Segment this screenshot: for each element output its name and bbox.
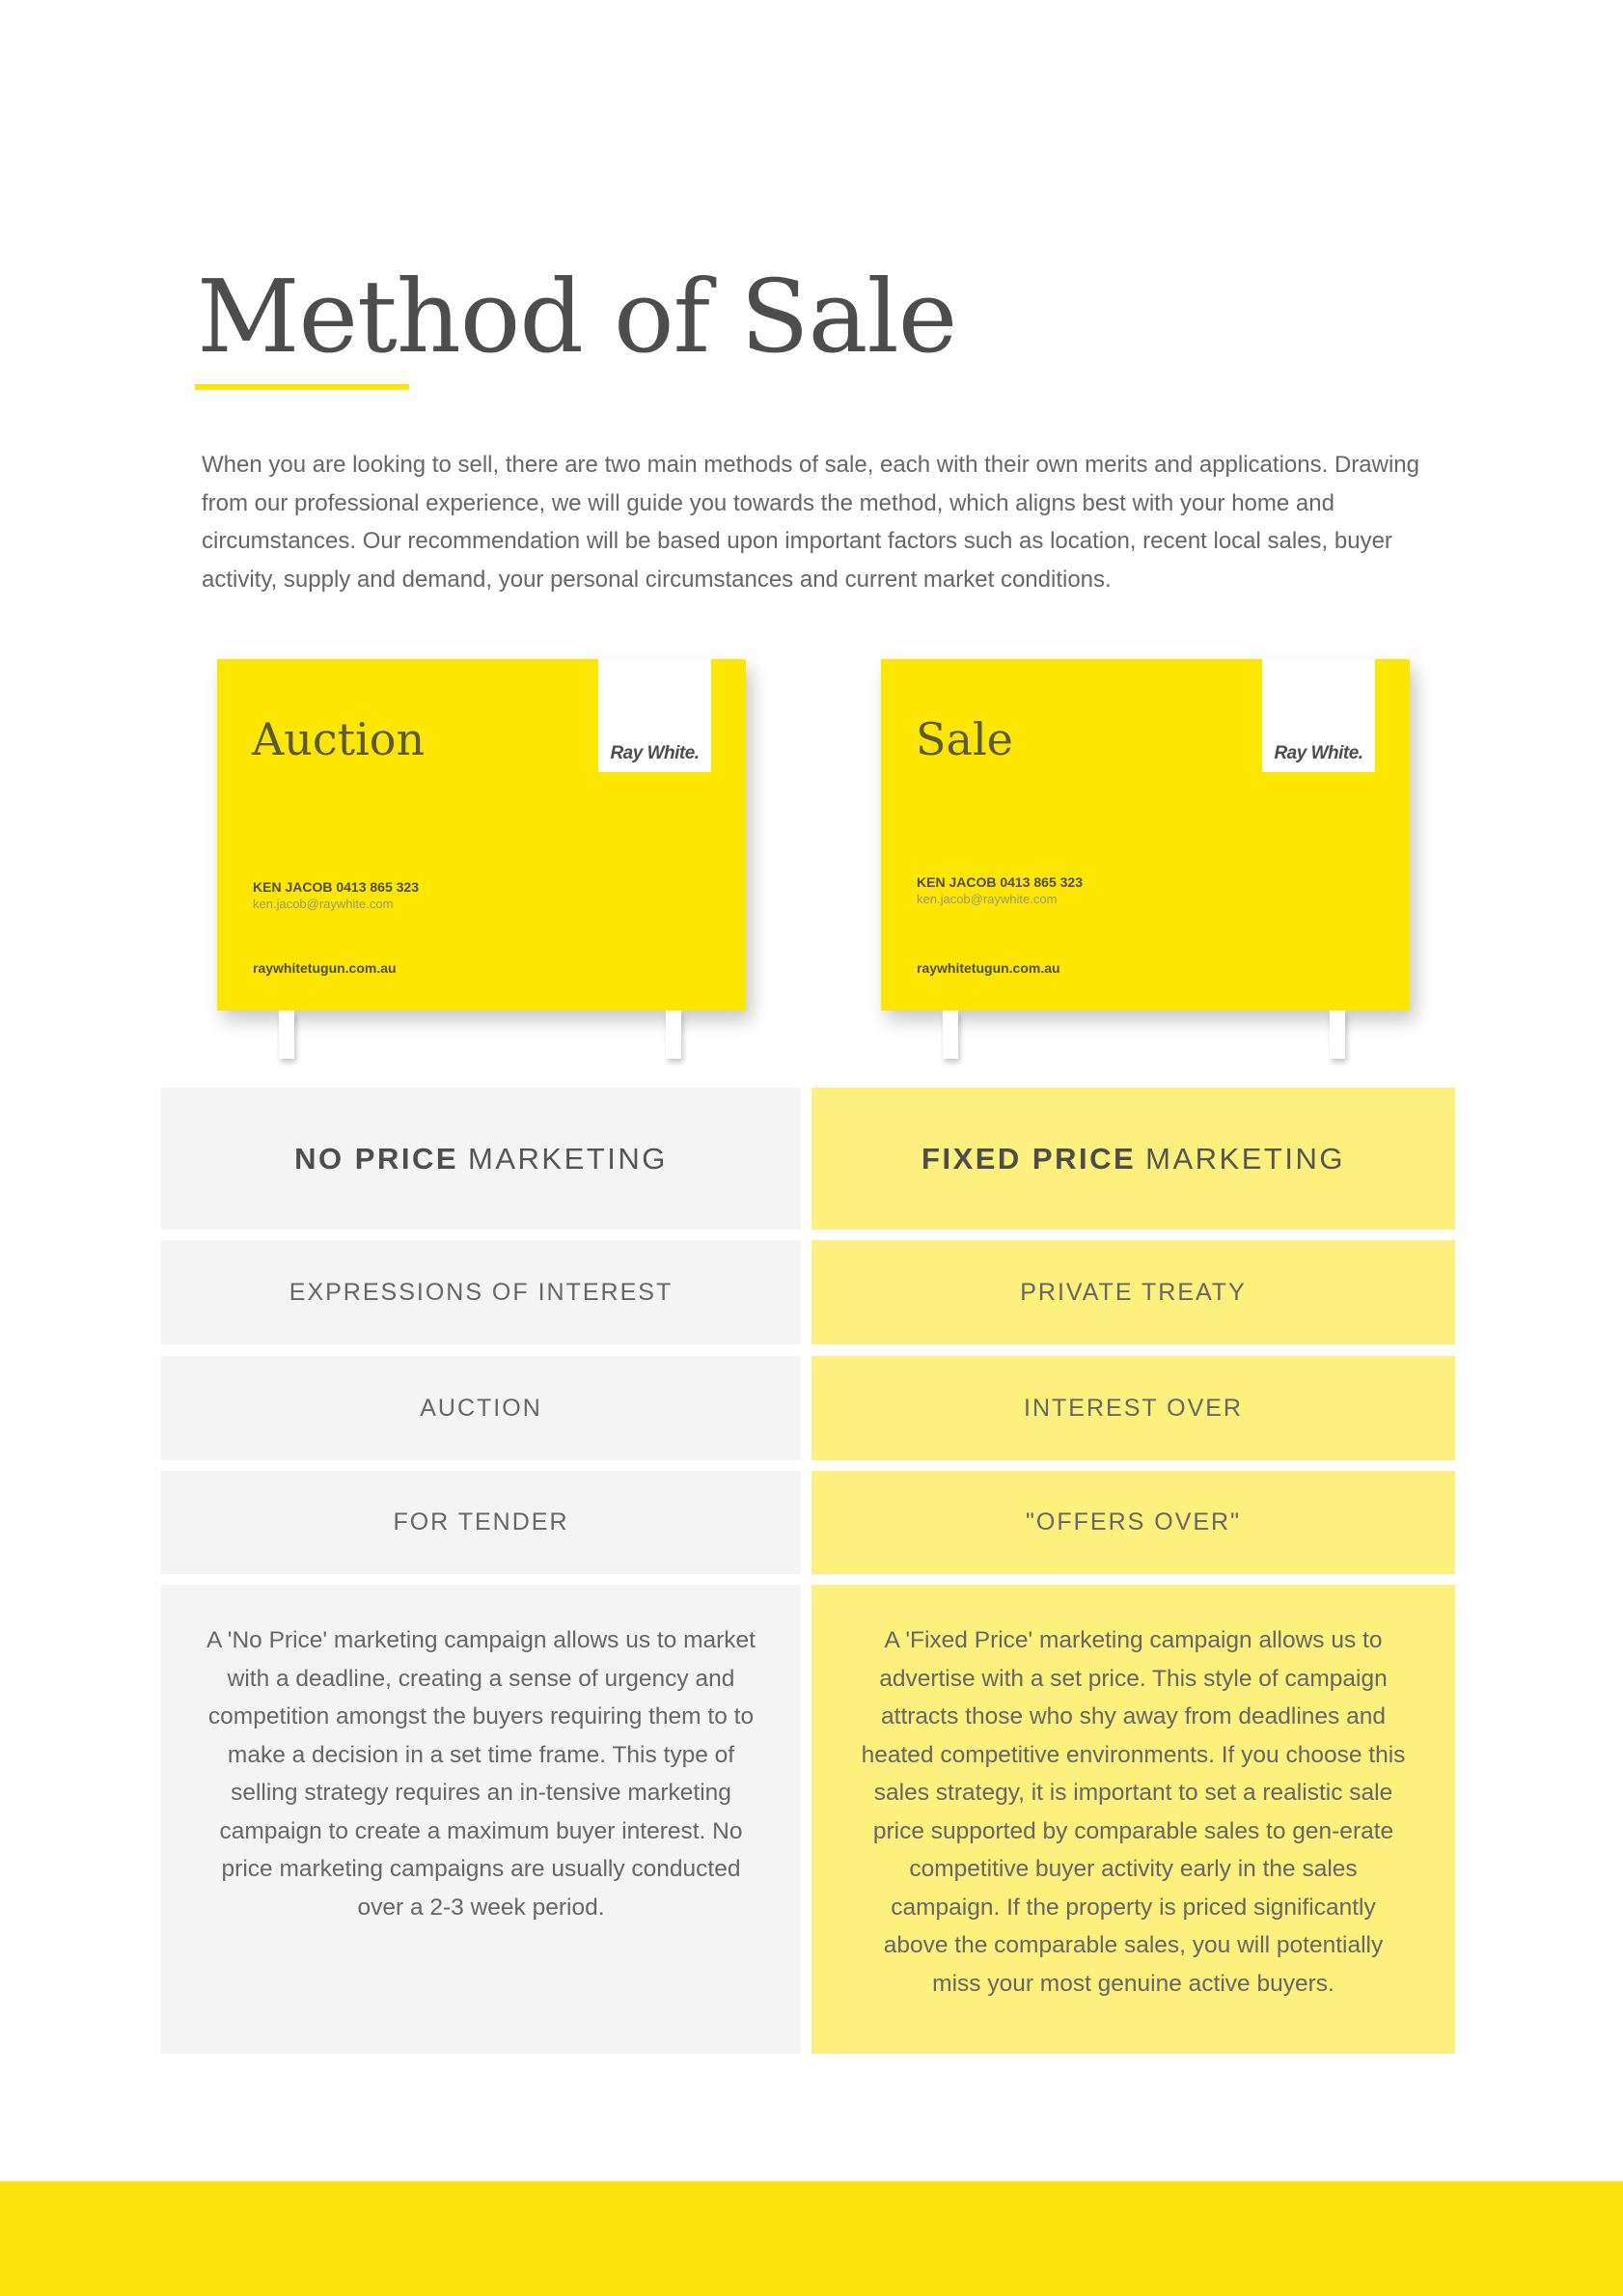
fixed-price-method-row xyxy=(812,1240,1455,1344)
no-price-description-cell xyxy=(161,1585,801,2054)
auction-sign-board xyxy=(217,659,746,1010)
no-price-description: A 'No Price' marketing campaign allows us to market with a deadline, creating a sense of urgency and competition amongst the buyers requiring them to to make a decision in a set time frame. This type of selling strategy requires an in-tensive marketing campaign to create a maximum buyer interest. No price marketing campaigns are usually conducted over a 2-3 week period. xyxy=(206,1627,756,1921)
ray-white-logo xyxy=(1262,659,1375,772)
fixed-price-description: A 'Fixed Price' marketing campaign allows us to advertise with a set price. This style of campaign attracts those who shy away from deadlines and heated competitive environments. If you choose this sales strategy, it is important to set a realistic sale price supported by comparable sales to gen-erate competitive buyer activity early in the sales campaign. If the property is priced significantly above the comparable sales, you will potentially miss your most genuine active buyers. xyxy=(861,1627,1406,1997)
heading-bold: NO PRICE xyxy=(294,1141,459,1176)
sign-post xyxy=(666,1010,681,1059)
footer-bar xyxy=(0,2181,1623,2296)
method-label: PRIVATE TREATY xyxy=(1020,1278,1247,1306)
sale-sign-board xyxy=(881,659,1410,1010)
sign-post xyxy=(279,1010,294,1059)
sign-title: Sale xyxy=(916,713,1013,765)
method-label: INTEREST OVER xyxy=(1024,1394,1243,1422)
fixed-price-marketing-heading xyxy=(812,1088,1455,1230)
fixed-price-method-row xyxy=(812,1356,1455,1460)
title-underline xyxy=(195,384,409,390)
fixed-price-method-row xyxy=(812,1471,1455,1574)
heading-bold: FIXED PRICE xyxy=(922,1141,1137,1176)
no-price-method-row xyxy=(161,1471,801,1574)
heading-light: MARKETING xyxy=(1145,1141,1345,1176)
page-title: Method of Sale xyxy=(197,258,957,375)
method-label: "OFFERS OVER" xyxy=(1026,1508,1241,1535)
sign-agent-contact: KEN JACOB 0413 865 323 xyxy=(253,879,419,895)
method-label: AUCTION xyxy=(420,1394,542,1422)
no-price-method-row xyxy=(161,1356,801,1460)
no-price-method-row xyxy=(161,1240,801,1344)
ray-white-logo xyxy=(598,659,711,772)
method-label: EXPRESSIONS OF INTEREST xyxy=(289,1278,674,1306)
no-price-marketing-heading xyxy=(161,1088,801,1230)
sign-agent-email: ken.jacob@raywhite.com xyxy=(917,892,1058,906)
sign-post xyxy=(1330,1010,1345,1059)
sign-website: raywhitetugun.com.au xyxy=(917,960,1060,976)
heading-light: MARKETING xyxy=(468,1141,668,1176)
sign-agent-email: ken.jacob@raywhite.com xyxy=(253,897,394,911)
method-label: FOR TENDER xyxy=(393,1508,569,1535)
sign-agent-contact: KEN JACOB 0413 865 323 xyxy=(917,874,1083,890)
sign-post xyxy=(943,1010,958,1059)
intro-paragraph: When you are looking to sell, there are two main methods of sale, each with their own merits and applications. Drawing from our professional experience, we will guide you towards the method, which aligns best with your home and circumstances. Our recommendation will be based upon important factors such as location, recent local sales, buyer activity, supply and demand, your personal circumstances and current market conditions. xyxy=(202,452,1419,593)
logo-text: Ray White. xyxy=(1274,743,1363,763)
sign-website: raywhitetugun.com.au xyxy=(253,960,397,976)
fixed-price-description-cell xyxy=(812,1585,1455,2054)
sign-title: Auction xyxy=(252,713,426,765)
logo-text: Ray White. xyxy=(610,743,700,763)
